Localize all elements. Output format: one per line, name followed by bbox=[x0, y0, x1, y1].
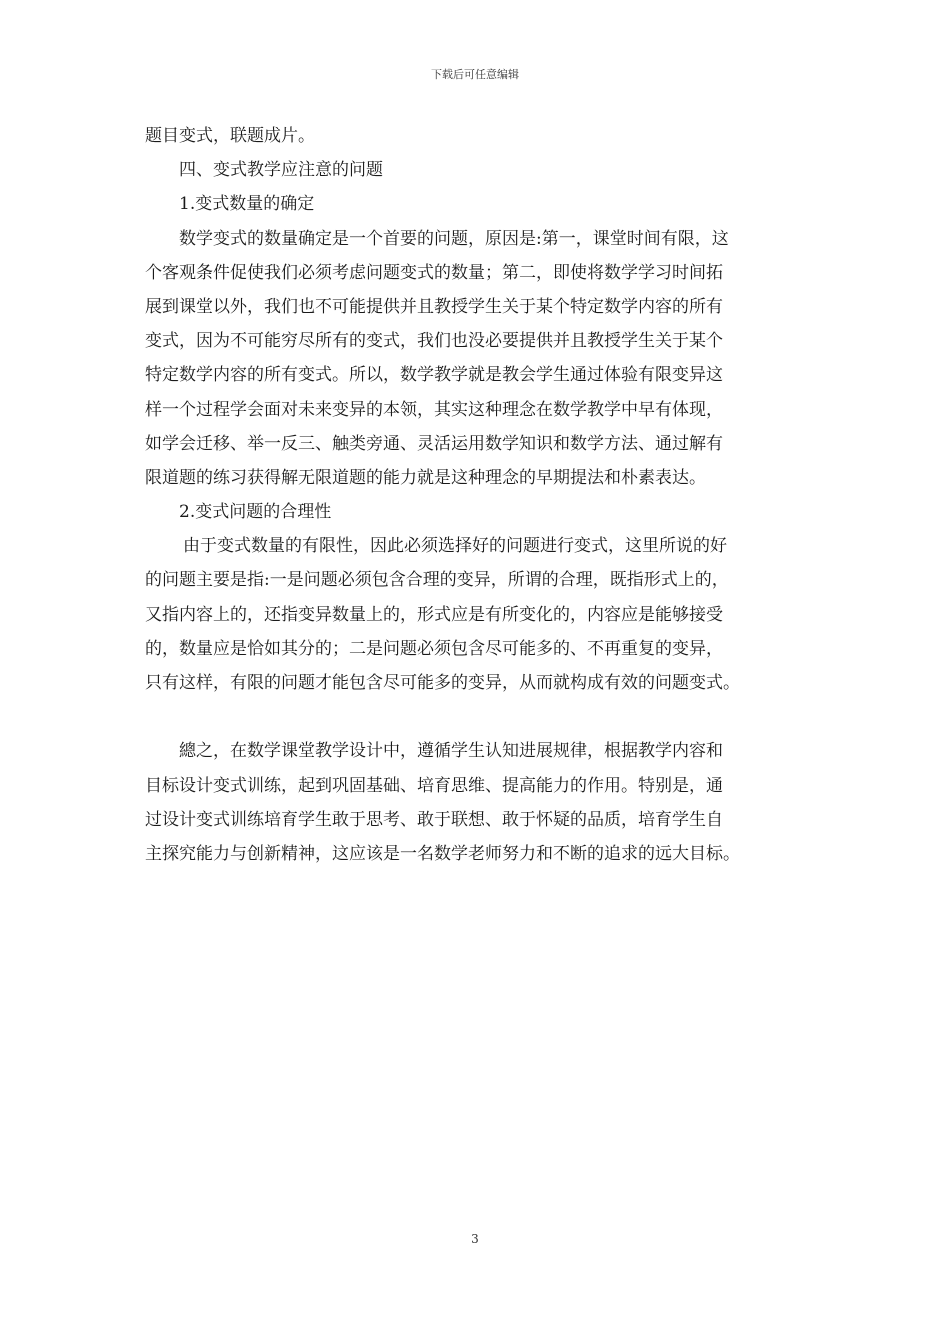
text-line: 样一个过程学会面对未来变异的本领，其实这种理念在数学教学中早有体现， bbox=[145, 399, 723, 420]
paragraph-spacer bbox=[145, 700, 825, 734]
subsection-heading: 1.变式数量的确定 bbox=[179, 194, 315, 215]
text-line: 總之，在数学课堂教学设计中，遵循学生认知进展规律，根据教学内容和 bbox=[179, 741, 723, 762]
text-line: 又指内容上的，还指变异数量上的，形式应是有所变化的，内容应是能够接受 bbox=[145, 604, 723, 625]
text-line: 只有这样，有限的问题才能包含尽可能多的变异，从而就构成有效的问题变式。 bbox=[145, 673, 740, 693]
text-line: 目标设计变式训练，起到巩固基础、培育思维、提高能力的作用。特别是，通 bbox=[145, 775, 723, 796]
text-line: 由于变式数量的有限性，因此必须选择好的问题进行变式，这里所说的好 bbox=[183, 536, 727, 557]
page-number: 3 bbox=[471, 1232, 479, 1246]
subsection-heading: 2.变式问题的合理性 bbox=[179, 502, 332, 523]
text-line: 过设计变式训练培育学生敢于思考、敢于联想、敢于怀疑的品质，培育学生自 bbox=[145, 809, 723, 830]
text-line: 题目变式，联题成片。 bbox=[145, 126, 315, 146]
section-heading: 四、变式教学应注意的问题 bbox=[179, 160, 383, 181]
page-header-note: 下载后可任意编辑 bbox=[431, 68, 519, 81]
document-body bbox=[145, 119, 825, 871]
text-line: 展到课堂以外，我们也不可能提供并且教授学生关于某个特定数学内容的所有 bbox=[145, 296, 723, 317]
text-line: 的，数量应是恰如其分的；二是问题必须包含尽可能多的、不再重复的变异， bbox=[145, 638, 723, 659]
text-line: 限道题的练习获得解无限道题的能力就是这种理念的早期提法和朴素表达。 bbox=[145, 467, 706, 488]
text-line: 个客观条件促使我们必须考虑问题变式的数量；第二，即使将数学学习时间拓 bbox=[145, 262, 723, 283]
text-line: 主探究能力与创新精神，这应该是一名数学老师努力和不断的追求的远大目标。 bbox=[145, 843, 740, 864]
text-line: 变式，因为不可能穷尽所有的变式，我们也没必要提供并且教授学生关于某个 bbox=[145, 331, 723, 352]
text-line: 的问题主要是指:一是问题必须包含合理的变异，所谓的合理，既指形式上的， bbox=[145, 570, 729, 591]
text-line: 如学会迁移、举一反三、触类旁通、灵活运用数学知识和数学方法、通过解有 bbox=[145, 433, 723, 454]
text-line: 数学变式的数量确定是一个首要的问题，原因是:第一，课堂时间有限，这 bbox=[179, 228, 729, 249]
text-line: 特定数学内容的所有变式。所以，数学教学就是教会学生通过体验有限变异这 bbox=[145, 365, 723, 386]
